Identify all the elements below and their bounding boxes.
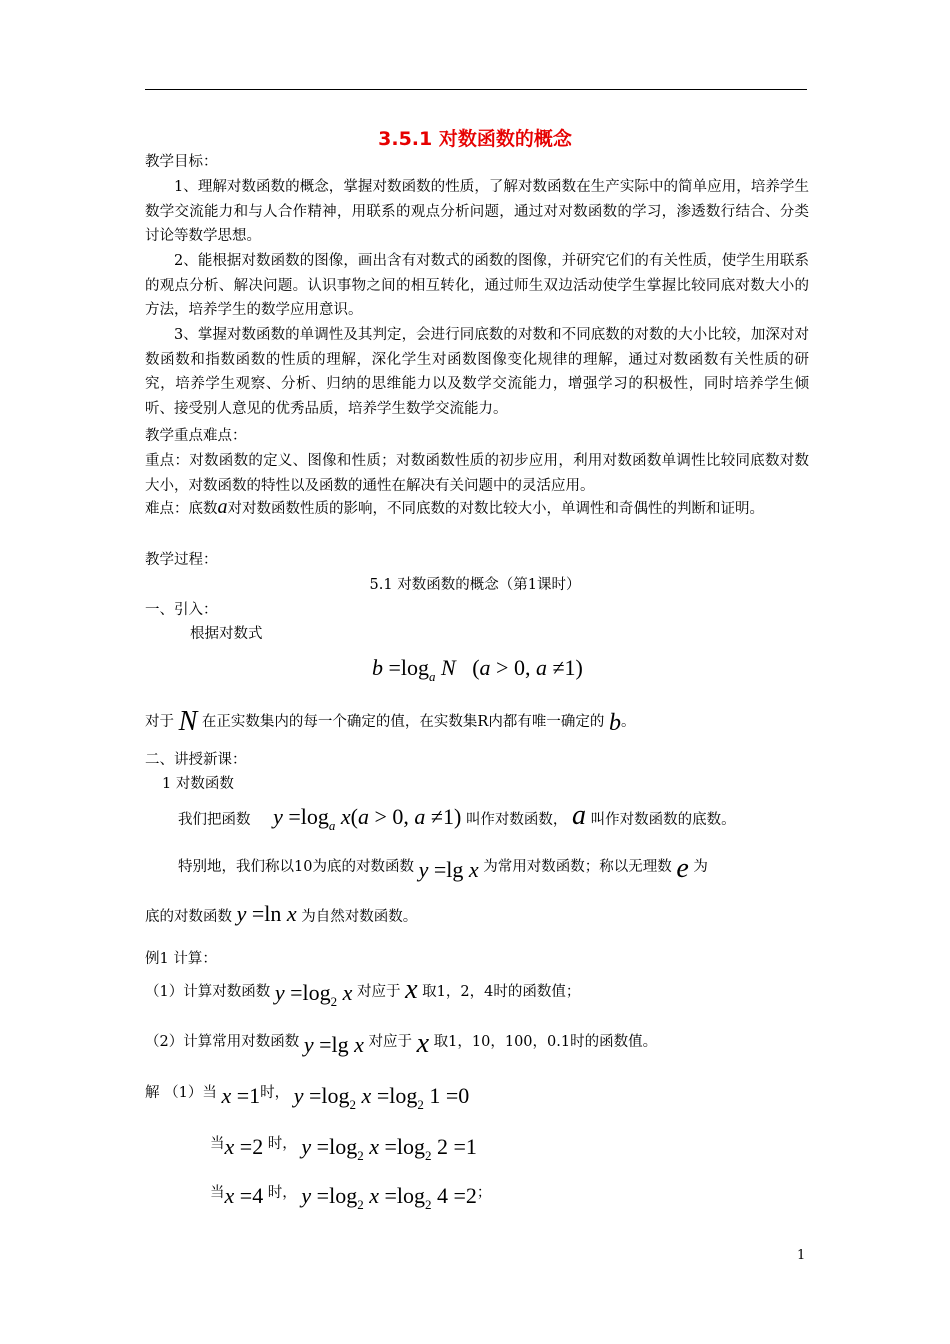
solution-line-3: 当x =4 时， $y =\log_2$ $x =\log_2$ 4 =2； — [210, 1183, 492, 1212]
intro-text-2: 在正实数集内的每一个确定的值，在实数集R内都有唯一确定的 — [201, 714, 605, 730]
intro-sentence — [145, 706, 636, 737]
example-part-2 — [145, 1028, 658, 1059]
natural-text-1: 底的对数函数 — [145, 909, 232, 925]
example-heading: 例1 计算： — [145, 951, 217, 967]
lesson-title: 5.1 对数函数的概念（第1课时） — [369, 577, 581, 593]
solution-result-2: $y =\log_2$ $x =\log_2$ 2 =1 — [301, 1134, 477, 1163]
def-text-3: 叫作对数函数的底数。 — [590, 812, 736, 828]
intro-text-1: 对于 — [145, 714, 174, 730]
key-points-heading: 教学重点难点： — [145, 428, 247, 444]
special-text-2: 为常用对数函数；称以无理数 — [483, 859, 672, 875]
formula-log2: $y =\log_2$ x — [274, 980, 353, 1009]
def-text-2: 叫作对数函数， — [465, 812, 568, 828]
formula-lg: y =lg x — [418, 857, 479, 882]
solution-line-2: 当x =2 时， $y =\log_2$ $x =\log_2$ 2 =1 — [210, 1134, 477, 1163]
var-x-2: x — [416, 1028, 430, 1059]
solution-result-3: $y =\log_2$ $x =\log_2$ 4 =2 — [301, 1183, 477, 1212]
page-number: 1 — [797, 1248, 806, 1263]
difficult-suffix: 对对数函数性质的影响，不同底数的对数比较大小，单调性和奇偶性的判断和证明。 — [227, 501, 764, 517]
definition-line — [178, 800, 736, 836]
var-a: a — [217, 496, 228, 518]
formula-log-function: $y =\log_a$ x(a > 0, a ≠1) — [273, 804, 462, 833]
special-text-1: 特别地，我们称以10为底的对数函数 — [178, 859, 414, 875]
solution-line-1: 解 （1）当 x =1时， $y =\log_2$ $x =\log_2$ 1 =0 — [145, 1083, 470, 1112]
objective-1: 1、理解对数函数的概念，掌握对数函数的性质，了解对数函数在生产实际中的简单应用，培养学生数学交流能力和与人合作精神，用联系的观点分析问题，通过对对数函数的学习，渗透数行结合、分类讨论等数学思想。 — [145, 179, 809, 244]
solution-eq-1: x =1 — [221, 1083, 261, 1108]
formula-log-definition: $b =\log_a$ N (a > 0, a ≠1) — [372, 655, 583, 684]
var-b: b — [608, 710, 621, 736]
objectives-heading: 教学目标： — [145, 154, 218, 170]
special-line — [178, 853, 708, 884]
var-e: e — [676, 853, 689, 884]
natural-text-2: 为自然对数函数。 — [301, 909, 418, 925]
special-text-3: 为 — [693, 859, 708, 875]
var-a-base: a — [572, 800, 587, 831]
ex2-text-3: 取1，10，100，0.1时的函数值。 — [433, 1034, 658, 1050]
process-heading: 教学过程： — [145, 552, 218, 568]
formula-lg-2: y =lg x — [303, 1032, 364, 1057]
natural-line — [145, 901, 418, 927]
ex1-text-2: 对应于 — [357, 984, 401, 1000]
key-points-text: 重点：对数函数的定义、图像和性质；对数函数性质的初步应用，利用对数函数单调性比较同底数对数大小，对数函数的特性以及函数的通性在解决有关问题中的灵活应用。 — [145, 453, 809, 494]
ex1-text-1: （1）计算对数函数 — [145, 984, 271, 1000]
ex2-text-2: 对应于 — [368, 1034, 413, 1050]
header-rule — [145, 89, 807, 90]
formula-ln: y =ln x — [236, 901, 297, 926]
ex1-text-3: 取1，2，4时的函数值； — [422, 984, 581, 1000]
solution-label: 解 （1）当 — [145, 1085, 217, 1101]
new-lesson-heading: 二、讲授新课： — [145, 752, 247, 768]
page-title: 3.5.1 对数函数的概念 — [378, 128, 572, 150]
var-N: N — [178, 706, 198, 737]
def-text-1: 我们把函数 — [178, 812, 251, 828]
solution-result-1: $y =\log_2$ $x =\log_2$ 1 =0 — [293, 1083, 470, 1112]
objective-3: 3、掌握对数函数的单调性及其判定，会进行同底数的对数和不同底数的对数的大小比较，加深对对数函数和指数函数的性质的理解，深化学生对函数图像变化规律的理解，通过对数函数有关性质的研究，培养学生观察、分析、归纳的思维能力以及数学交流能力，增强学习的积极性，同时培养学生倾听、接受别人意见的优秀品质，培养学生数学交流能力。 — [145, 327, 809, 417]
intro-text-3: 。 — [620, 714, 636, 730]
ex2-text-1: （2）计算常用对数函数 — [145, 1034, 300, 1050]
objective-2: 2、能根据对数函数的图像，画出含有对数式的函数的图像，并研究它们的有关性质，使学生用联系的观点分析、解决问题。认识事物之间的相互转化，通过师生双边活动使学生掌握比较同底对数大小的方法，培养学生的数学应用意识。 — [145, 253, 809, 318]
example-part-1 — [145, 974, 581, 1009]
difficult-prefix: 难点：底数 — [145, 501, 218, 517]
intro-text: 根据对数式 — [190, 626, 263, 642]
difficult-points — [145, 495, 809, 522]
var-x: x — [405, 974, 418, 1005]
solution-eq-3: x =4 — [224, 1183, 264, 1208]
solution-eq-2: x =2 — [224, 1134, 264, 1159]
section-1-heading: 1 对数函数 — [162, 776, 234, 792]
intro-heading: 一、引入： — [145, 602, 218, 618]
